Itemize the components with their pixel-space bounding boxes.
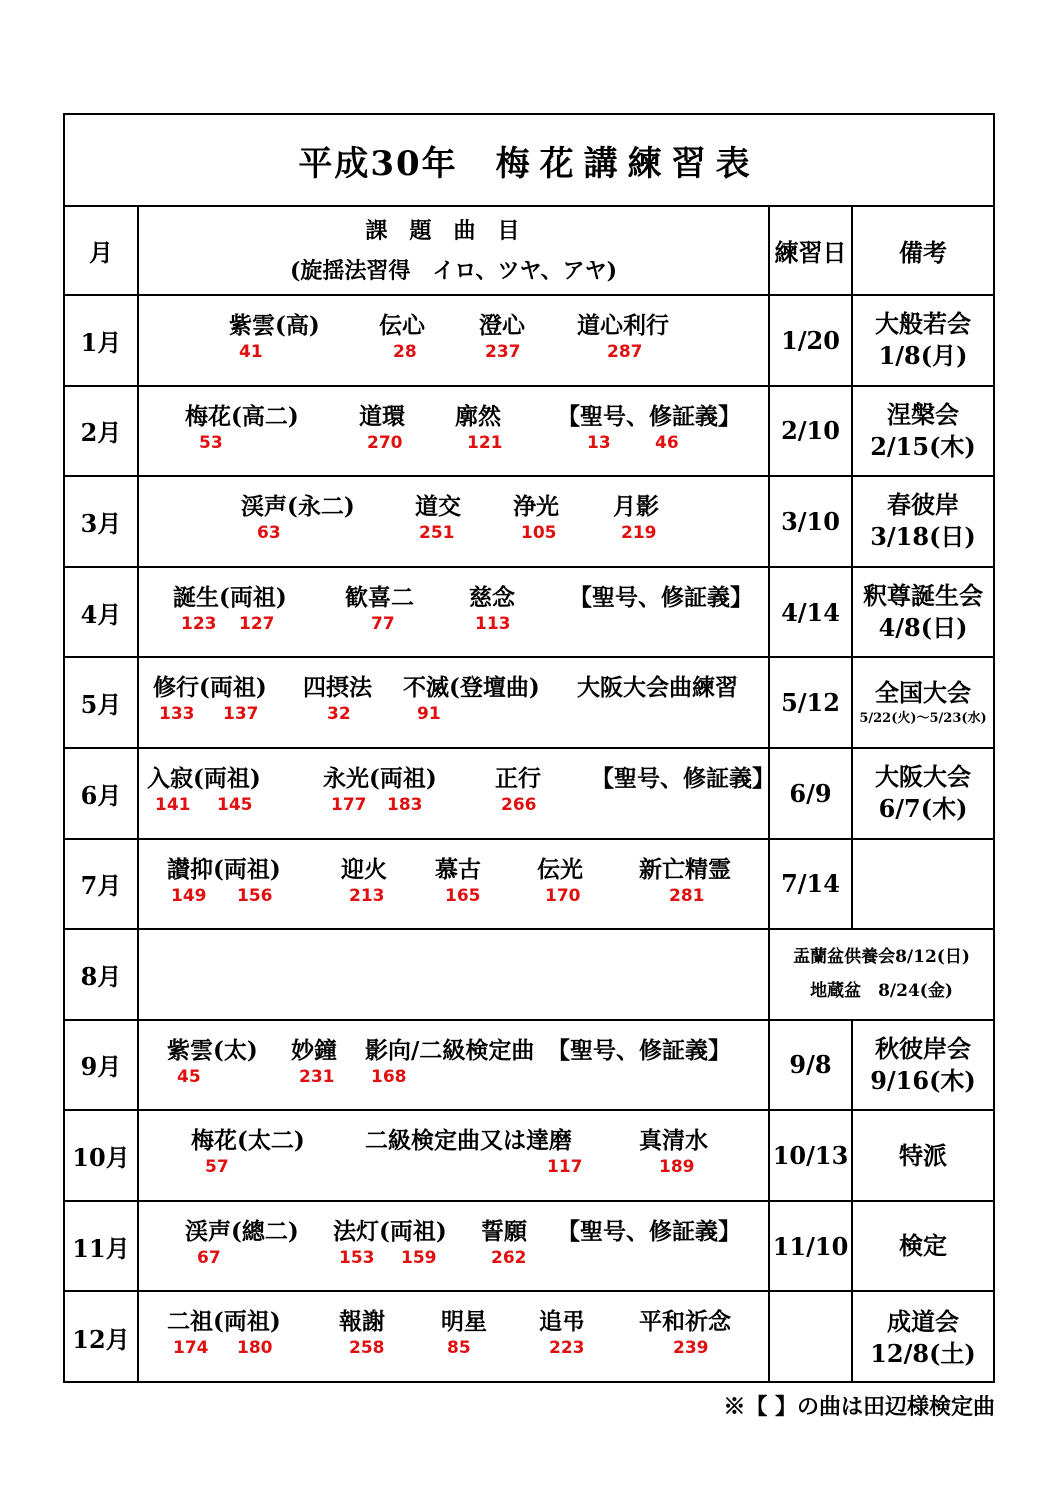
song-number: 53 [199,432,223,453]
notes-cell [770,930,993,1021]
practice-date-cell: 7/14 [770,840,853,931]
note-date: 2/15(木) [870,431,976,461]
song-number: 41 [239,342,263,362]
song-number: 123 [181,613,217,634]
song-title: 誓願 [481,1217,527,1245]
song-number: 153 [339,1247,375,1268]
notes-cell [853,1292,993,1383]
notes-cell [853,1111,993,1202]
practice-date-cell: 1/20 [770,296,853,387]
note-date: 5/22(火)～5/23(水) [859,710,987,726]
songs-cell [139,840,770,931]
song-number: 67 [197,1247,221,1268]
song-title: 慕古 [435,855,481,883]
songs-cell [139,477,770,568]
song-title: 明星 [441,1308,487,1336]
songs-cell [139,749,775,840]
song-number: 137 [223,704,259,725]
song-title: 【聖号、修証義】 [591,764,775,792]
song-title: 永光(両祖) [323,764,437,792]
songs-cell [139,568,770,659]
song-title: 二級検定曲又は達磨 [365,1127,572,1155]
notes-cell [853,840,993,931]
song-number: 113 [475,613,511,634]
song-number: 121 [467,432,503,453]
note-line: 検定 [899,1231,947,1261]
song-number: 183 [387,794,423,815]
header-songs-subtitle: (旋揺法習得 イロ、ツヤ、アヤ) [289,257,618,284]
practice-date-cell: 11/10 [770,1202,853,1293]
month-cell: 11月 [65,1202,139,1293]
song-title: 道交 [415,493,461,521]
song-title: 澄心 [479,312,525,339]
song-title: 道環 [359,402,405,430]
song-title: 浄光 [513,493,559,521]
title-year: 平成30年 [298,143,458,184]
notes-cell [853,749,993,840]
song-title: 不滅(登壇曲) [403,674,540,702]
header-month: 月 [65,207,139,296]
song-number: 13 [587,432,611,453]
song-number: 258 [349,1338,385,1359]
header-practice-date: 練習日 [770,207,853,296]
song-number: 237 [485,342,521,362]
song-title: 誕生(両祖) [173,583,287,611]
month-cell: 8月 [65,930,139,1021]
practice-date-cell: 10/13 [770,1111,853,1202]
note-line: 釈尊誕生会 [863,581,983,611]
song-number: 91 [417,704,441,725]
song-number: 46 [655,432,679,453]
song-number: 156 [237,885,273,906]
song-title: 妙鐘 [291,1036,337,1064]
song-title: 紫雲(高) [229,312,320,339]
song-title: 入寂(両祖) [147,764,261,792]
song-title: 歓喜二 [345,583,414,611]
song-number: 165 [445,885,481,906]
note-line: 秋彼岸会 [875,1033,971,1063]
month-cell: 7月 [65,840,139,931]
month-cell: 5月 [65,658,139,749]
song-number: 174 [173,1338,209,1359]
notes-cell [853,387,993,478]
song-number: 149 [171,885,207,906]
song-title: 二祖(両祖) [167,1308,281,1336]
songs-cell [139,1111,770,1202]
song-number: 145 [217,794,253,815]
song-number: 77 [371,613,395,634]
song-title: 報謝 [339,1308,385,1336]
note-line: 特派 [899,1140,947,1170]
practice-date-cell: 9/8 [770,1021,853,1112]
title-name: 梅花講練習表 [495,143,760,184]
songs-cell [139,296,770,387]
song-number: 45 [177,1066,201,1087]
notes-cell [853,477,993,568]
song-number: 281 [669,885,705,906]
songs-cell [139,1292,770,1383]
note-date: 12/8(土) [870,1338,976,1368]
practice-date-cell: 5/12 [770,658,853,749]
song-number: 117 [547,1157,583,1178]
page-title [65,115,993,207]
song-title: 影向/二級検定曲 [365,1036,535,1064]
song-number: 231 [299,1066,335,1087]
song-title: 新亡精霊 [639,855,731,883]
song-number: 170 [545,885,581,906]
song-number: 223 [549,1338,585,1359]
month-cell: 10月 [65,1111,139,1202]
note-date: 6/7(木) [878,794,968,824]
song-number: 168 [371,1066,407,1087]
song-number: 127 [239,613,275,634]
song-number: 57 [205,1157,229,1178]
month-cell: 4月 [65,568,139,659]
song-number: 28 [393,342,417,362]
note-date: 9/16(木) [870,1065,976,1095]
practice-date-cell: 4/14 [770,568,853,659]
note-line: 涅槃会 [887,399,959,429]
song-number: 105 [521,523,557,544]
schedule-table [65,207,993,1383]
practice-date-cell: 2/10 [770,387,853,478]
song-title: 月影 [613,493,659,521]
note-date: 3/18(日) [870,522,976,552]
note-date: 4/8(日) [878,613,968,643]
practice-date-cell: 3/10 [770,477,853,568]
song-number: 287 [607,342,643,362]
song-title: 平和祈念 [639,1308,731,1336]
song-number: 177 [331,794,367,815]
song-number: 63 [257,523,281,544]
header-songs-title: 課題曲目 [365,217,542,244]
song-title: 追弔 [539,1308,585,1336]
songs-cell [139,387,770,478]
song-number: 270 [367,432,403,453]
song-title: 讃抑(両祖) [167,855,281,883]
notes-cell [853,1202,993,1293]
note-line: 地蔵盆 8/24(金) [810,981,953,1002]
month-cell: 2月 [65,387,139,478]
song-title: 四摂法 [303,674,372,702]
month-cell: 3月 [65,477,139,568]
song-title: 梅花(高二) [185,402,299,430]
song-number: 189 [659,1157,695,1178]
notes-cell [853,658,993,749]
note-line: 盂蘭盆供養会8/12(日) [793,947,970,968]
songs-cell [139,658,770,749]
song-number: 141 [155,794,191,815]
songs-cell [139,1202,770,1293]
song-title: 真清水 [639,1127,708,1155]
song-title: 慈念 [469,583,515,611]
song-title: 【聖号、修証義】 [557,402,741,430]
song-number: 85 [447,1338,471,1359]
songs-cell [139,1021,770,1112]
note-line: 全国大会 [875,677,971,707]
footnote: ※【 】の曲は田辺様検定曲 [723,1394,995,1420]
song-number: 159 [401,1247,437,1268]
song-number: 219 [621,523,657,544]
song-title: 大阪大会曲練習 [577,674,738,702]
song-title: 【聖号、修証義】 [547,1036,731,1064]
note-line: 大般若会 [875,309,971,339]
header-notes: 備考 [853,207,993,296]
song-title: 【聖号、修証義】 [569,583,753,611]
song-number: 239 [673,1338,709,1359]
song-number: 262 [491,1247,527,1268]
note-line: 春彼岸 [887,490,959,520]
song-number: 213 [349,885,385,906]
song-title: 伝光 [537,855,583,883]
song-title: 修行(両祖) [153,674,267,702]
note-date: 1/8(月) [878,341,968,371]
practice-table-sheet [63,113,995,1383]
song-title: 梅花(太二) [191,1127,305,1155]
song-title: 紫雲(太) [167,1036,258,1064]
song-number: 133 [159,704,195,725]
month-cell: 6月 [65,749,139,840]
notes-cell [853,296,993,387]
song-number: 180 [237,1338,273,1359]
note-line: 大阪大会 [875,762,971,792]
song-title: 正行 [495,764,541,792]
practice-date-cell: 6/9 [770,749,853,840]
month-cell: 12月 [65,1292,139,1383]
month-cell: 1月 [65,296,139,387]
song-number: 266 [501,794,537,815]
practice-date-cell [770,1292,853,1383]
notes-cell [853,568,993,659]
song-title: 法灯(両祖) [333,1217,447,1245]
song-title: 伝心 [379,312,425,339]
song-title: 廓然 [455,402,501,430]
month-cell: 9月 [65,1021,139,1112]
header-songs [139,207,770,296]
song-number: 251 [419,523,455,544]
song-title: 道心利行 [577,312,669,339]
song-title: 迎火 [341,855,387,883]
song-title: 【聖号、修証義】 [557,1217,741,1245]
notes-cell [853,1021,993,1112]
song-title: 渓声(永二) [241,493,355,521]
song-title: 渓声(總二) [185,1217,299,1245]
song-number: 32 [327,704,351,725]
note-line: 成道会 [887,1306,959,1336]
songs-cell [139,930,770,1021]
